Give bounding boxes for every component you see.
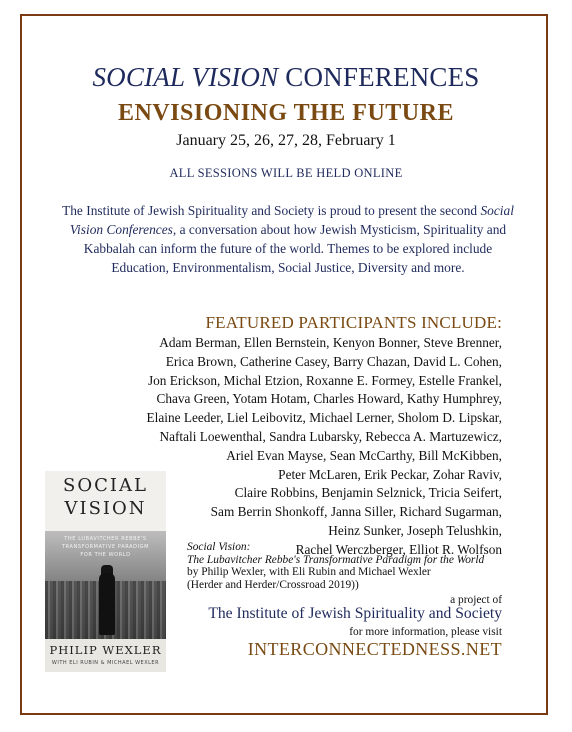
more-info-label: for more information, please visit [349,626,502,638]
book-cover-author: PHILIP WEXLER [49,643,162,657]
page-title [22,62,550,93]
intro-part-2: a conversation about how Jewish Mysticism, Spirituality and Kabbalah can inform the future of the world. Themes to be explored include Education, Environmentalism, Social Justice, Diversity and more. [83,222,507,275]
participant-line: Ariel Evan Mayse, Sean McCarthy, Bill McKibben, [226,447,502,463]
participant-line: Rachel Werczberger, Elliot R. Wolfson [295,541,502,557]
participant-line: Chava Green, Yotam Hotam, Charles Howard, Kathy Humphrey, [156,391,502,407]
participant-line: Adam Berman, Ellen Bernstein, Kenyon Bonner, Steve Brenner, [159,335,502,350]
title-italic: SOCIAL VISION [92,62,279,92]
participant-line: Erica Brown, Catherine Casey, Barry Chazan, David L. Cohen, [165,353,502,369]
book-cover-title-line-2: VISION [64,498,147,519]
participant-line: Sam Berrin Shonkoff, Janna Siller, Richard Sugarman, [210,504,502,520]
participant-line: Peter McLaren, Erik Peckar, Zohar Raviv, [278,466,502,482]
book-cover-image [45,471,166,672]
event-dates: January 25, 26, 27, 28, February 1 [176,132,396,149]
institute-name: The Institute of Jewish Spirituality and Society [208,605,502,622]
participant-line: Naftali Loewenthal, Sandra Lubarsky, Rebecca A. Martuzewicz, [159,428,502,444]
book-credit-authors: by Philip Wexler, with Eli Rubin and Michael Wexler [187,566,431,579]
book-cover-figure [99,573,115,635]
participant-line: Heinz Sunker, Joseph Telushkin, [328,522,502,538]
book-credit-title: Social Vision: [187,541,251,553]
title-rest: CONFERENCES [278,62,480,92]
participant-line: Elaine Leeder, Liel Leibovitz, Michael Lerner, Sholom D. Lipskar, [146,410,502,426]
book-credit-subtitle: The Lubavitcher Rebbe's Transformative Paradigm for the World [187,553,485,566]
intro-paragraph [62,201,514,277]
participants-heading: FEATURED PARTICIPANTS INCLUDE: [205,313,502,332]
page-subtitle: ENVISIONING THE FUTURE [118,100,454,126]
website-link[interactable]: INTERCONNECTEDNESS.NET [247,639,502,659]
book-cover-blurb: THE LUBAVITCHER REBBE'S TRANSFORMATIVE PARADIGM FOR THE WORLD [61,536,150,558]
online-note: ALL SESSIONS WILL BE HELD ONLINE [169,166,403,180]
participant-line: Jon Erickson, Michal Etzion, Roxanne E. Formey, Estelle Frankel, [147,372,502,388]
participant-line: Claire Robbins, Benjamin Selznick, Tricia Seifert, [234,485,502,501]
book-credit [187,541,527,591]
book-cover-title-line-1: SOCIAL [63,475,148,496]
project-of-label: a project of [450,594,502,606]
intro-italic: Social Vision Conferences, [69,203,514,237]
intro-part-1: The Institute of Jewish Spirituality and Society is proud to present the second [62,203,481,218]
book-credit-publisher: (Herder and Herder/Crossroad 2019)) [187,578,359,591]
book-cover-coauthors: WITH ELI RUBIN & MICHAEL WEXLER [51,660,160,666]
